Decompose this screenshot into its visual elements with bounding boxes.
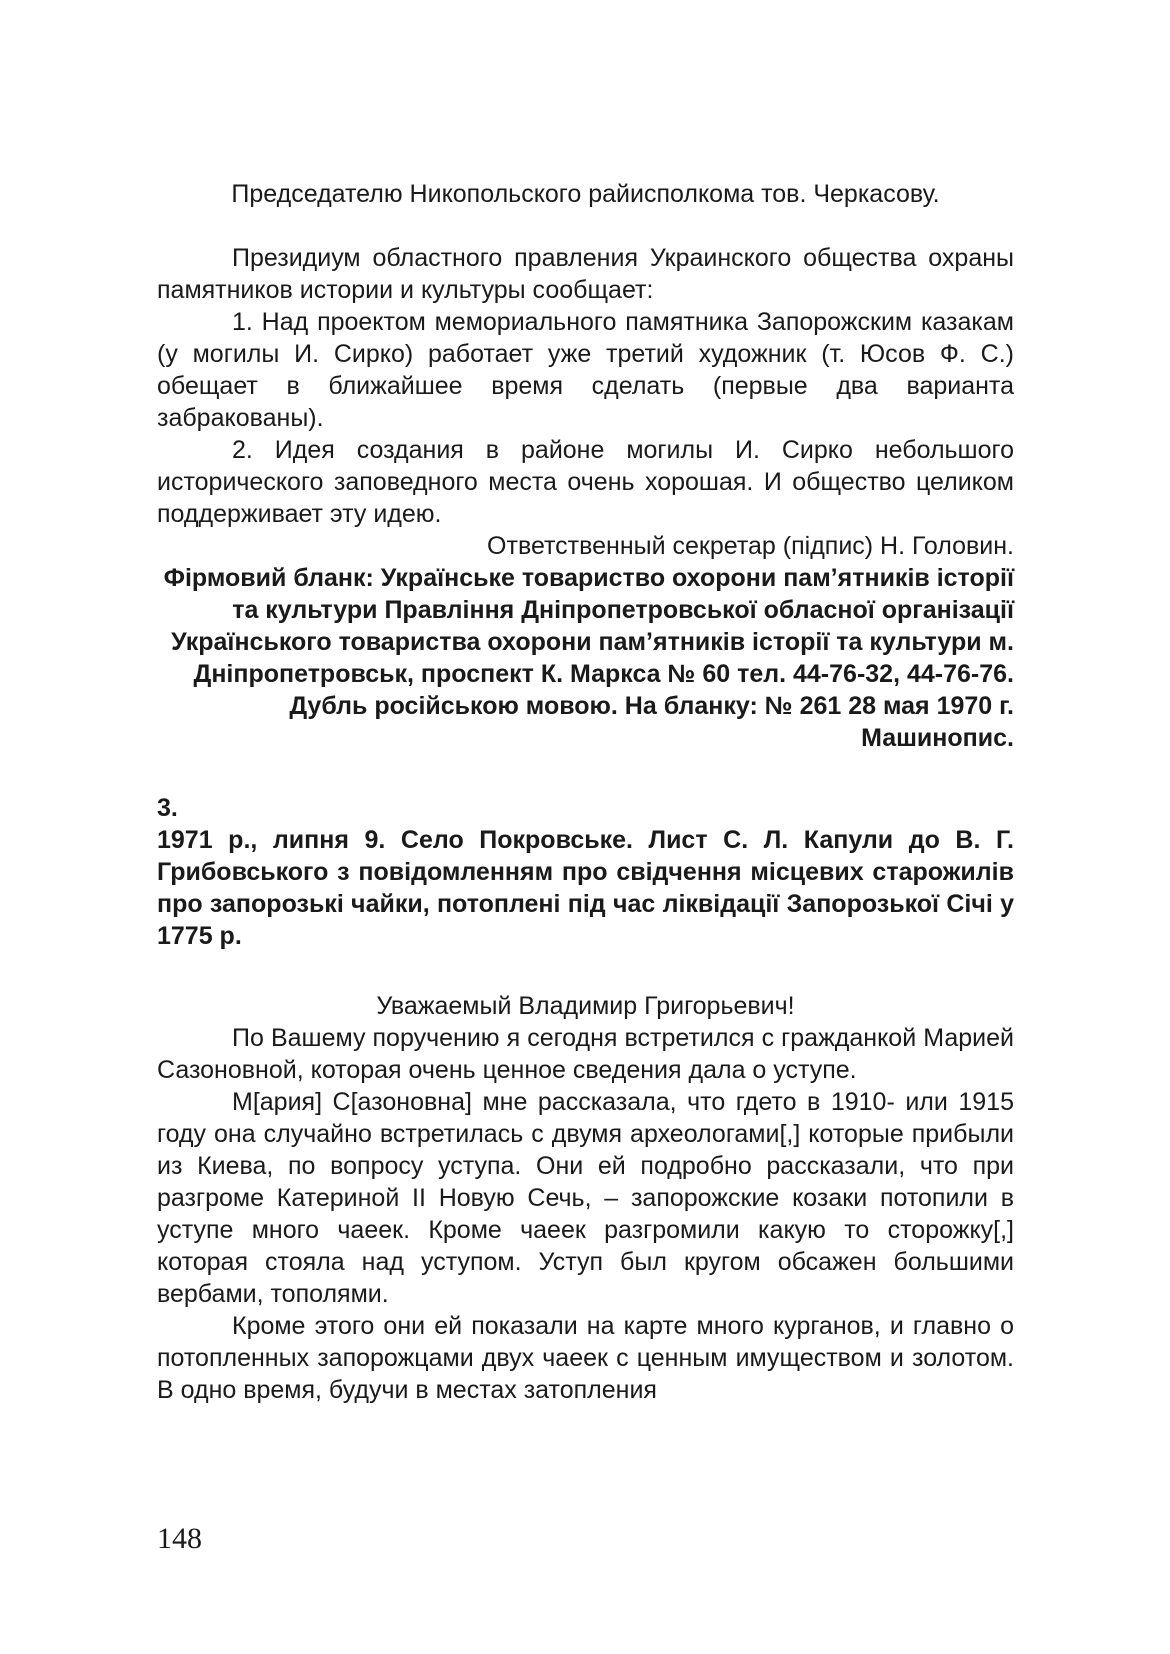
letter-paragraph: Кроме этого они ей показали на карте много курганов, и главно о потопленных запорожцами двух чаеек с ценным имуществом и золотом. В одно время, будучи в местах затопления <box>157 1312 1014 1404</box>
page-body <box>157 178 1014 1406</box>
letter-addressee: Председателю Никопольского райисполкома тов. Черкасову. <box>231 180 940 208</box>
document-number: 3. <box>157 794 178 822</box>
letter-paragraph: Президиум областного правления Украинского общества охраны памятников истории и культуры сообщает: <box>157 244 1014 304</box>
letter-paragraph: По Вашему поручению я сегодня встретился с гражданкой Марией Сазоновной, которая очень ценное сведения дала о уступе. <box>157 1024 1014 1084</box>
letter-paragraph: 2. Идея создания в районе могилы И. Сирко небольшого исторического заповедного места очень хорошая. И общество целиком поддерживает эту идею. <box>157 436 1014 528</box>
letter-salutation: Уважаемый Владимир Григорьевич! <box>376 992 795 1020</box>
archival-note: Фірмовий бланк: Українське товариство охорони пам’ятників історії та культури Правління Дніпропетровської обласної організації Українського товариства охорони пам’ятників історії та культури м. Дніпропетровськ, проспект К. Маркса № 60 тел. 44-76-32, 44-76-76. Дубль російською мовою. На бланку: № 261 28 мая 1970 г. Машинопис. <box>163 564 1014 752</box>
letter-paragraph: М[ария] С[азоновна] мне рассказала, что гдето в 1910- или 1915 году она случайно встретилась с двумя археологами[,] которые прибыли из Киева, по вопросу уступа. Они ей подробно рассказали, что при разгроме Катериной II Новую Сечь, – запорожские козаки потопили в уступе много чаеек. Кроме чаеек разгромили какую то сторожку[,] которая стояла над уступом. Уступ был кругом обсажен большими вербами, тополями. <box>157 1088 1014 1308</box>
letter-signature: Ответственный секретар (підпис) Н. Головин. <box>487 532 1014 560</box>
document-heading: 1971 р., липня 9. Село Покровське. Лист С. Л. Капули до В. Г. Грибовського з повідомленням про свідчення місцевих старожилів про запорозькі чайки, потоплені під час ліквідації Запорозької Січі у 1775 р. <box>157 826 1014 950</box>
letter-paragraph: 1. Над проектом мемориального памятника Запорожским казакам (у могилы И. Сирко) работает уже третий художник (т. Юсов Ф. С.) обещает в ближайшее время сделать (первые два варианта забракованы). <box>157 308 1014 432</box>
page-number: 148 <box>157 1522 202 1555</box>
